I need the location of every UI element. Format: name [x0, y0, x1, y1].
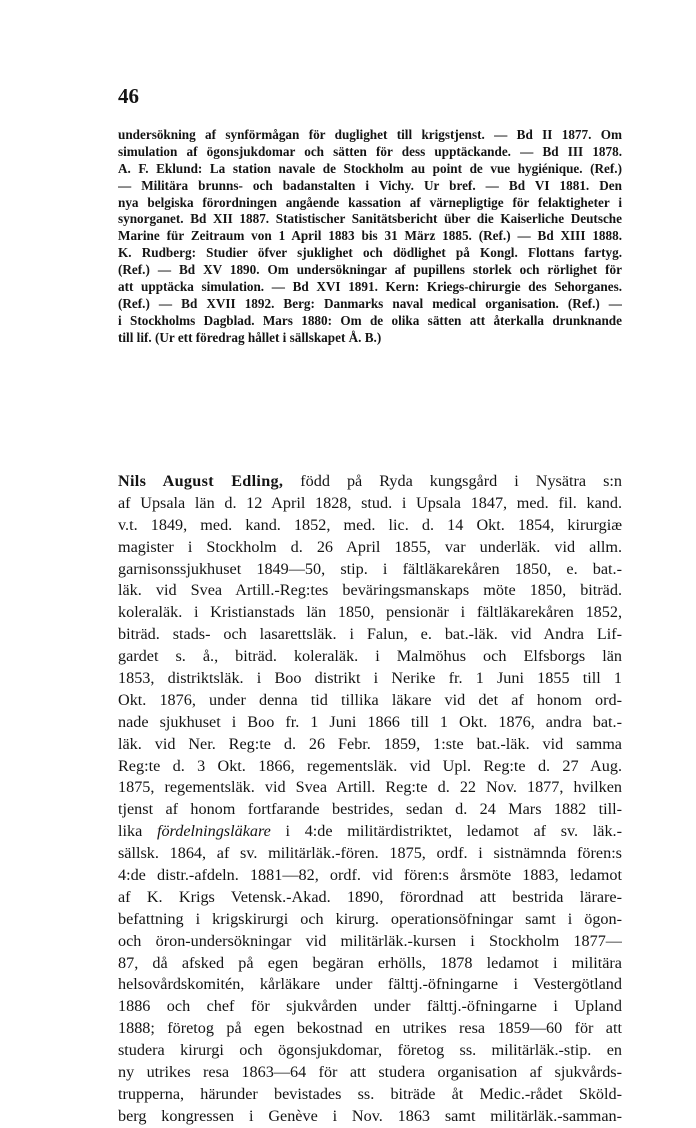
reference-line: undersökning af synförmågan för duglighet till krigstjenst. — Bd II 1877. Om	[118, 127, 622, 142]
entry-line: 1886 och chef för sjukvården under fälttj.-öfningarne i Upland	[118, 997, 622, 1016]
biography-entry	[118, 471, 622, 1128]
reference-line: — Militära brunns- och badanstalten i Vichy. Ur bref. — Bd VI 1881. Den	[118, 177, 622, 193]
entry-line: af Upsala län d. 12 April 1828, stud. i Upsala 1847, med. fil. kand.	[118, 493, 622, 512]
entry-line: sällsk. 1864, af sv. militärläk.-fören. 1875, ordf. i sistnämnda fören:s	[118, 844, 622, 863]
reference-line: simulation af ögonsjukdomar och sätten för dess upptäckande. — Bd III 1878.	[118, 143, 622, 159]
entry-line: berg kongressen i Genève i Nov. 1863 samt militärläk.-samman-	[118, 1106, 622, 1125]
reference-line: Marine für Zeitraum von 1 April 1883 bis 31 März 1885. (Ref.) — Bd XIII 1888.	[118, 228, 622, 244]
entry-line: 87, då afsked på egen begäran erhölls, 1878 ledamot i militära	[118, 953, 622, 972]
entry-line: ny utrikes resa 1863—64 för att studera organisation af sjukvårds-	[118, 1063, 622, 1082]
entry-line: 1853, distriktsläk. i Boo distrikt i Nerike fr. 1 Juni 1855 till 1	[118, 669, 622, 688]
reference-line: A. F. Eklund: La station navale de Stockholm au point de vue hygiénique. (Ref.)	[118, 160, 622, 176]
entry-line: helsovårdskomitén, kårläkare under fälttj.-öfningarne i Vestergötland	[118, 975, 622, 994]
reference-line: att upptäcka simulation. — Bd XVI 1891. Kern: Kriegs-chirurgie des Sehorganes.	[118, 279, 622, 295]
entry-line: koleraläk. i Kristianstads län 1850, pensionär i fältläkarekåren 1852,	[118, 603, 622, 622]
entry-line: befattning i krigskirurgi och kirurg. operationsöfningar samt i ögon-	[118, 909, 622, 928]
reference-list	[118, 127, 622, 347]
entry-line: studera kirurgi och ögonsjukdomar, företog ss. militärläk.-stip. en	[118, 1041, 622, 1060]
entry-line: 1875, regementsläk. vid Svea Artill. Reg:te d. 22 Nov. 1877, hvilken	[118, 778, 622, 797]
entry-line: biträd. stads- och lasarettsläk. i Falun, e. bat.-läk. vid Andra Lif-	[118, 625, 622, 644]
entry-line: Reg:te d. 3 Okt. 1866, regementsläk. vid Upl. Reg:te d. 27 Aug.	[118, 756, 622, 775]
entry-line: nade sjukhuset i Boo fr. 1 Juni 1866 till 1 Okt. 1876, andra bat.-	[118, 712, 622, 731]
entry-line	[118, 471, 622, 493]
reference-line: i Stockholms Dagblad. Mars 1880: Om de olika sätten att återkalla drunknande	[118, 312, 622, 328]
reference-line: synorganet. Bd XII 1887. Statistischer Sanitätsbericht über die Kaiserliche Deutsche	[118, 211, 622, 227]
person-name: Nils August Edling,	[118, 472, 284, 490]
entry-line: och öron-undersökningar vid militärläk.-kursen i Stockholm 1877—	[118, 931, 622, 950]
entry-line: gardet s. å., biträd. koleraläk. i Malmöhus och Elfsborgs län	[118, 647, 622, 666]
reference-line: K. Rudberg: Studier öfver sjuklighet och dödlighet på Kongl. Flottans fartyg.	[118, 245, 622, 261]
reference-line: (Ref.) — Bd XV 1890. Om undersökningar af pupillens storlek och rörlighet för	[118, 262, 622, 278]
entry-line: tjenst af honom fortfarande bestrides, sedan d. 24 Mars 1882 till-	[118, 800, 622, 819]
entry-line: Okt. 1876, under denna tid tillika läkare vid det af honom ord-	[118, 690, 622, 709]
entry-text: född på Ryda kungsgård i Nysätra s:n	[300, 472, 622, 490]
page-number: 46	[118, 84, 139, 108]
entry-line: 1888; företog på egen bekostnad en utrikes resa 1859—60 för att	[118, 1019, 622, 1038]
entry-line: läk. vid Ner. Reg:te d. 26 Febr. 1859, 1:ste bat.-läk. vid samma	[118, 734, 622, 753]
entry-text: lika	[118, 822, 143, 841]
italic-term: fördelningsläkare	[156, 822, 271, 841]
entry-text: i 4:de militärdistriktet, ledamot af sv. läk.-	[285, 822, 622, 841]
entry-line: magister i Stockholm d. 26 April 1855, var underläk. vid allm.	[118, 537, 622, 556]
entry-line: v.t. 1849, med. kand. 1852, med. lic. d. 14 Okt. 1854, kirurgiæ	[118, 515, 622, 534]
entry-line: läk. vid Svea Artill.-Reg:tes beväringsmanskaps möte 1850, biträd.	[118, 581, 622, 600]
entry-line: 4:de distr.-afdeln. 1881—82, ordf. vid fören:s årsmöte 1883, ledamot	[118, 866, 622, 885]
entry-line: trupperna, härunder bevistades ss. biträde åt Medic.-rådet Sköld-	[118, 1084, 622, 1103]
entry-line: af K. Krigs Vetensk.-Akad. 1890, förordnad att bestrida lärare-	[118, 887, 622, 906]
reference-line: nya belgiska förordningen angående kassation af värnepligtige för felaktigheter i	[118, 194, 622, 210]
reference-line: till lif. (Ur ett föredrag hållet i sällskapet Å. B.)	[118, 329, 382, 345]
entry-line	[118, 821, 622, 843]
entry-line: garnisonssjukhuset 1849—50, stip. i fältläkarekåren 1850, e. bat.-	[118, 559, 622, 578]
reference-line: (Ref.) — Bd XVII 1892. Berg: Danmarks naval medical organisation. (Ref.) —	[118, 295, 622, 311]
